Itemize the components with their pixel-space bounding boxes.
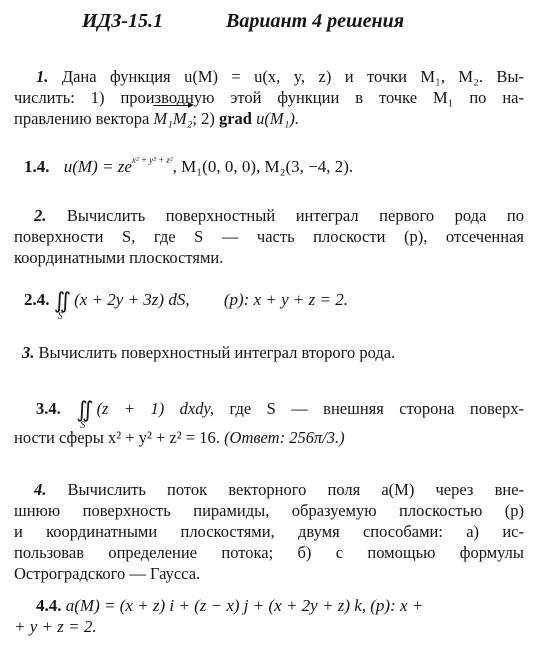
task-2-line-2: поверхности S, где S — часть плоскости (p), отсеченная	[14, 227, 524, 246]
task-3	[14, 342, 524, 363]
grad-operator: grad	[218, 109, 252, 128]
task-4-line-2: шнюю поверхность пирамиды, образуемую плоскостью (p)	[14, 501, 524, 520]
item-3-4-text-2: ности сферы x² + y² + z² = 16.	[14, 428, 220, 447]
vector-m1m2: M₁M₂	[153, 109, 193, 128]
task-4	[14, 479, 524, 584]
task-4-line-4: пользовав определение потока; б) с помощью формулы	[14, 543, 524, 562]
assignment-id: ИДЗ-15.1	[82, 10, 164, 32]
item-2-4-integrand: (x + 2y + 3z) dS,	[74, 290, 190, 309]
task-1-text-3b: ; 2)	[192, 109, 215, 128]
item-3-4-line-1	[14, 397, 525, 431]
item-3-4-answer: (Ответ: 256π/3.)	[224, 428, 345, 447]
integral-subscript: S	[57, 311, 63, 322]
task-2-text-1: Вычислить поверхностный интеграл первого рода по	[66, 206, 525, 225]
item-1-4-number: 1.4.	[24, 157, 50, 176]
task-4-line-3: и координатными плоскостями, двумя способами: а) ис-	[14, 522, 524, 541]
task-4-line-5: Остроградского — Гаусса.	[14, 564, 201, 583]
item-1-4	[24, 155, 353, 177]
item-4-4-field: a(M) = (x + z) i + (z − x) j + (x + 2y + z) k, (p): x +	[65, 596, 424, 615]
variant-title: Вариант 4 решения	[226, 10, 405, 32]
task-2	[14, 205, 524, 268]
task-1-number: 1.	[36, 67, 49, 86]
item-4-4	[14, 595, 524, 637]
item-2-4	[24, 288, 348, 322]
item-1-4-exponent: x² + y² + z²	[131, 155, 173, 165]
integral-subscript: S	[80, 420, 86, 431]
double-integral-symbol: ∬ S	[53, 288, 72, 322]
task-2-number: 2.	[34, 206, 47, 225]
task-1-line-1	[14, 66, 524, 87]
task-4-text-1: Вычислить поток векторного поля a(M) через вне-	[67, 480, 525, 499]
item-1-4-points: , M₁(0, 0, 0), M₂(3, −4, 2).	[172, 157, 354, 176]
item-4-4-line-1	[14, 595, 524, 616]
task-1-text-3c: u(M₁).	[256, 109, 299, 128]
task-3-line-1	[14, 342, 524, 363]
page-header	[0, 6, 541, 36]
task-4-line-1	[14, 479, 524, 500]
task-2-line-3: координатными плоскостями.	[14, 248, 224, 267]
item-3-4-line-2	[14, 427, 524, 448]
double-integral-symbol: ∬ S	[76, 397, 94, 431]
item-2-4-number: 2.4.	[24, 290, 50, 309]
item-3-4-number: 3.4.	[36, 399, 61, 418]
item-4-4-number: 4.4.	[36, 596, 62, 615]
item-3-4-text-1: где S — внешняя сторона поверх-	[229, 399, 525, 418]
item-1-4-function: u(M) = ze	[63, 157, 132, 176]
task-2-line-1	[14, 205, 524, 226]
task-4-number: 4.	[34, 480, 47, 499]
task-1-line-3	[14, 108, 524, 129]
task-1-text-1: Дана функция u(M) = u(x, y, z) и точки M₁, M₂. Вы-	[61, 67, 525, 86]
item-2-4-plane: (p): x + y + z = 2.	[223, 290, 348, 309]
task-1-text-3: правлению вектора	[14, 109, 150, 128]
task-3-number: 3.	[22, 343, 35, 362]
item-3-4	[14, 398, 524, 448]
item-4-4-line-2: + y + z = 2.	[14, 617, 97, 636]
task-1	[14, 66, 524, 129]
item-3-4-integrand: (z + 1) dxdy,	[96, 399, 215, 418]
task-1-line-2: числить: 1) производную этой функции в точке M₁ по на-	[14, 88, 524, 107]
task-3-text: Вычислить поверхностный интеграл второго рода.	[38, 343, 396, 362]
